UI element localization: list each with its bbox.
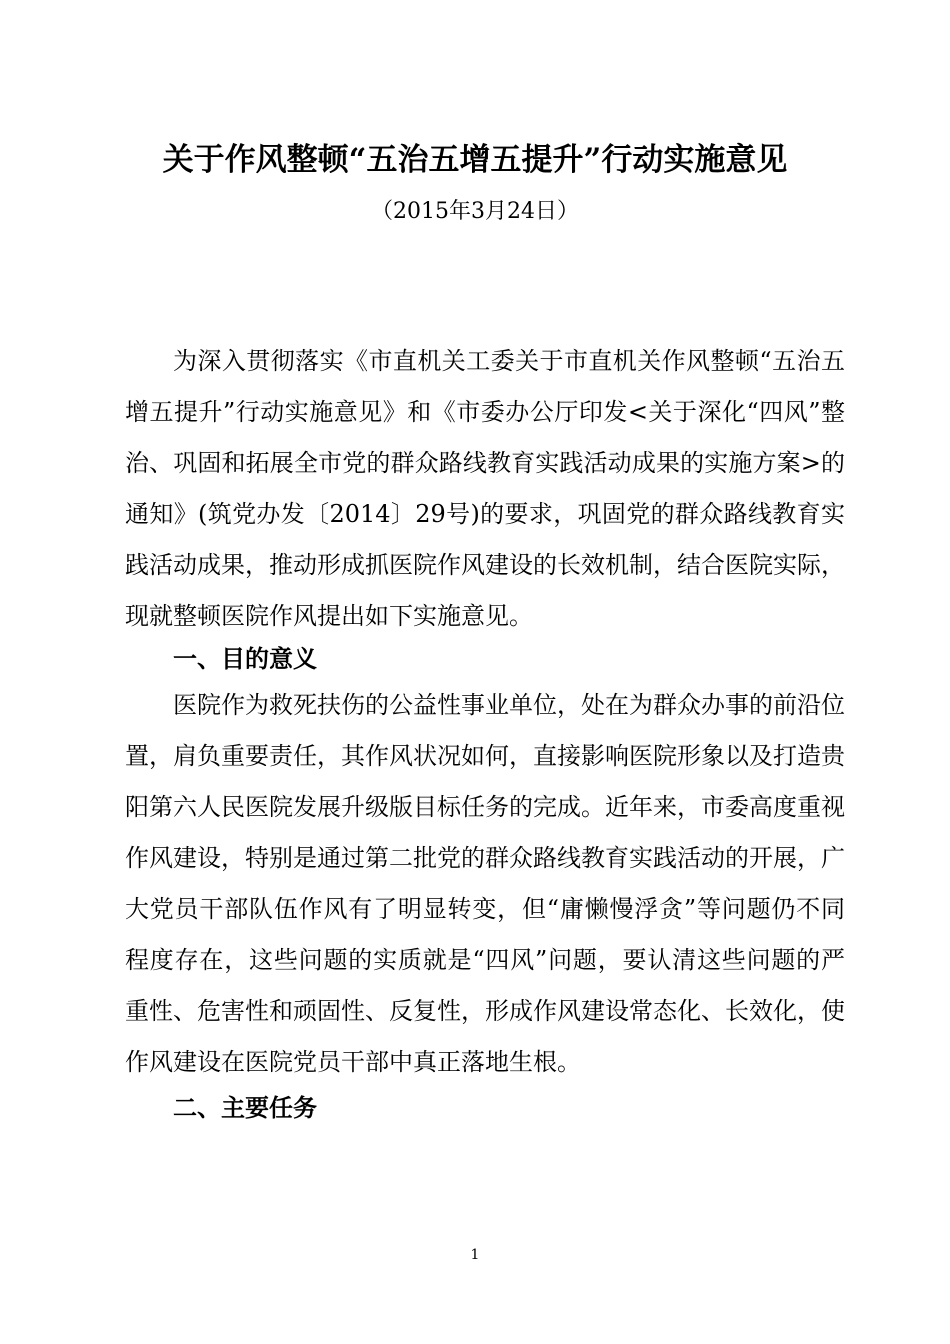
- page-number: 1: [470, 1247, 480, 1263]
- document-date: （2015年3月24日）: [371, 199, 579, 224]
- purpose-paragraph: 医院作为救死扶伤的公益性事业单位，处在为群众办事的前沿位置，肩负重要责任，其作风状况如何，直接影响医院形象以及打造贵阳第六人民医院发展升级版目标任务的完成。近年来，市委高度重视作风建设，特别是通过第二批党的群众路线教育实践活动的开展，广大党员干部队伍作风有了明显转变，但“庸懒慢浮贪”等问题仍不同程度存在，这些问题的实质就是“四风”问题，要认清这些问题的严重性、危害性和顽固性、反复性，形成作风建设常态化、长效化，使作风建设在医院党员干部中真正落地生根。: [125, 691, 845, 1076]
- document-title: 关于作风整顿“五治五增五提升”行动实施意见: [162, 142, 788, 178]
- intro-paragraph: 为深入贯彻落实《市直机关工委关于市直机关作风整顿“五治五增五提升”行动实施意见》和《市委办公厅印发<关于深化“四风”整治、巩固和拓展全市党的群众路线教育实践活动成果的实施方案>的通知》(筑党办发〔2014〕29号)的要求，巩固党的群众路线教育实践活动成果，推动形成抓医院作风建设的长效机制，结合医院实际，现就整顿医院作风提出如下实施意见。: [125, 347, 845, 630]
- section-heading-purpose: 一、目的意义: [173, 645, 317, 673]
- section-heading-tasks: 二、主要任务: [173, 1094, 317, 1122]
